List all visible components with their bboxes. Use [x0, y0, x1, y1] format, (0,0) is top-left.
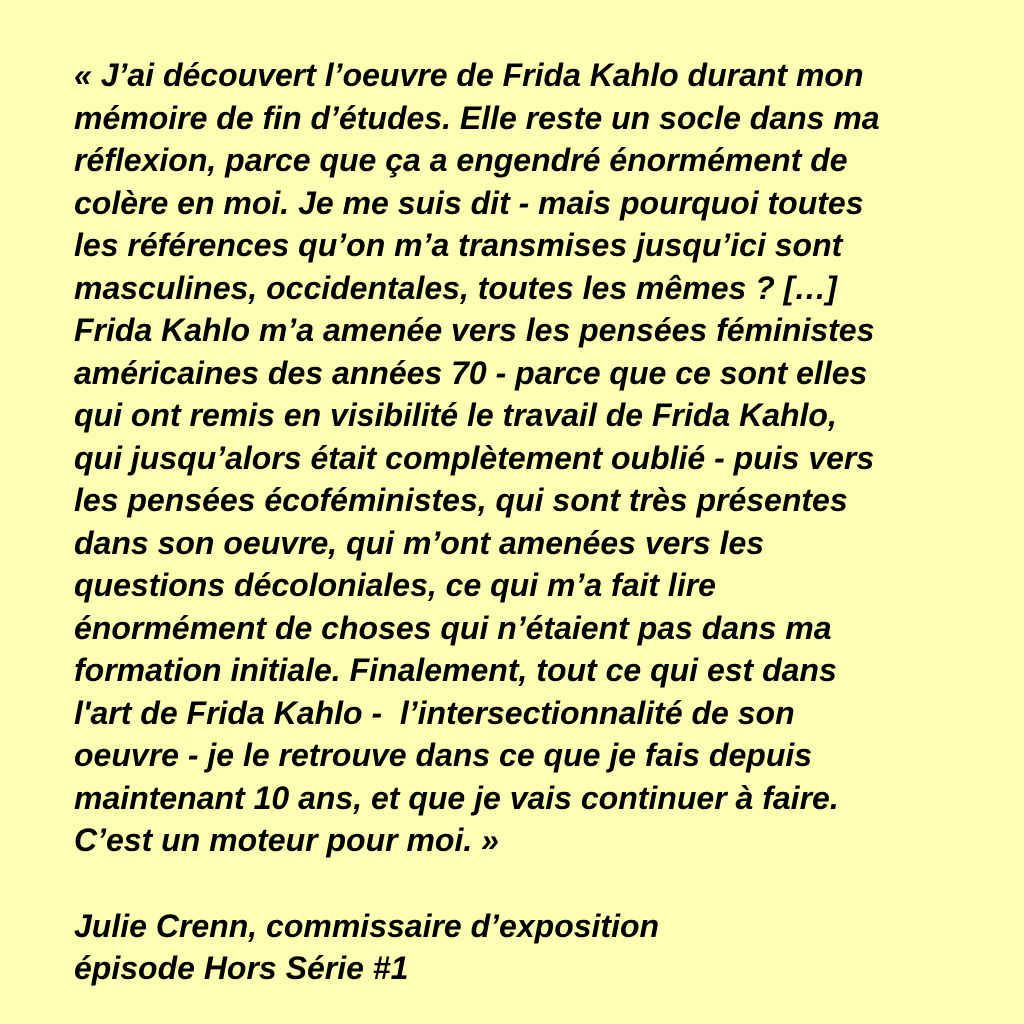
quote-line: les pensées écoféministes, qui sont très présentes — [74, 482, 848, 518]
quote-line: maintenant 10 ans, et que je vais continuer à faire. — [74, 779, 839, 816]
quote-line: énormément de choses qui n’étaient pas dans ma — [74, 609, 832, 646]
quote-line: « J’ai découvert l’oeuvre de Frida Kahlo durant mon — [74, 57, 864, 93]
author-line: Julie Crenn, commissaire d’exposition — [74, 907, 660, 944]
quote-line: formation initiale. Finalement, tout ce qui est dans — [74, 652, 837, 688]
quote-line: l'art de Frida Kahlo - l’intersectionnalité de son — [74, 694, 795, 731]
quote-line: mémoire de fin d’études. Elle reste un socle dans ma — [74, 99, 880, 136]
quote-line: masculines, occidentales, toutes les mêmes ? […] — [74, 269, 837, 306]
episode-line: épisode Hors Série #1 — [74, 950, 409, 986]
quote-line: les références qu’on m’a transmises jusqu’ici sont — [74, 227, 843, 263]
attribution — [74, 905, 974, 990]
quote-line: colère en moi. Je me suis dit - mais pourquoi toutes — [74, 184, 864, 221]
quote-line: questions décoloniales, ce qui m’a fait lire — [74, 567, 716, 603]
quote-line: dans son oeuvre, qui m’ont amenées vers les — [74, 524, 765, 561]
quote-line: réflexion, parce que ça a engendré énormément de — [74, 142, 848, 178]
quote-line: oeuvre - je le retrouve dans ce que je fais depuis — [74, 737, 813, 773]
quote-line: qui ont remis en visibilité le travail de Frida Kahlo, — [74, 397, 837, 433]
quote-line: qui jusqu’alors était complètement oublié - puis vers — [74, 439, 875, 476]
quote-line: C’est un moteur pour moi. » — [74, 822, 499, 858]
quote-card — [74, 54, 974, 990]
quote-line: américaines des années 70 - parce que ce sont elles — [74, 354, 868, 391]
quote-line: Frida Kahlo m’a amenée vers les pensées féministes — [74, 312, 875, 348]
quote-text — [74, 54, 974, 862]
